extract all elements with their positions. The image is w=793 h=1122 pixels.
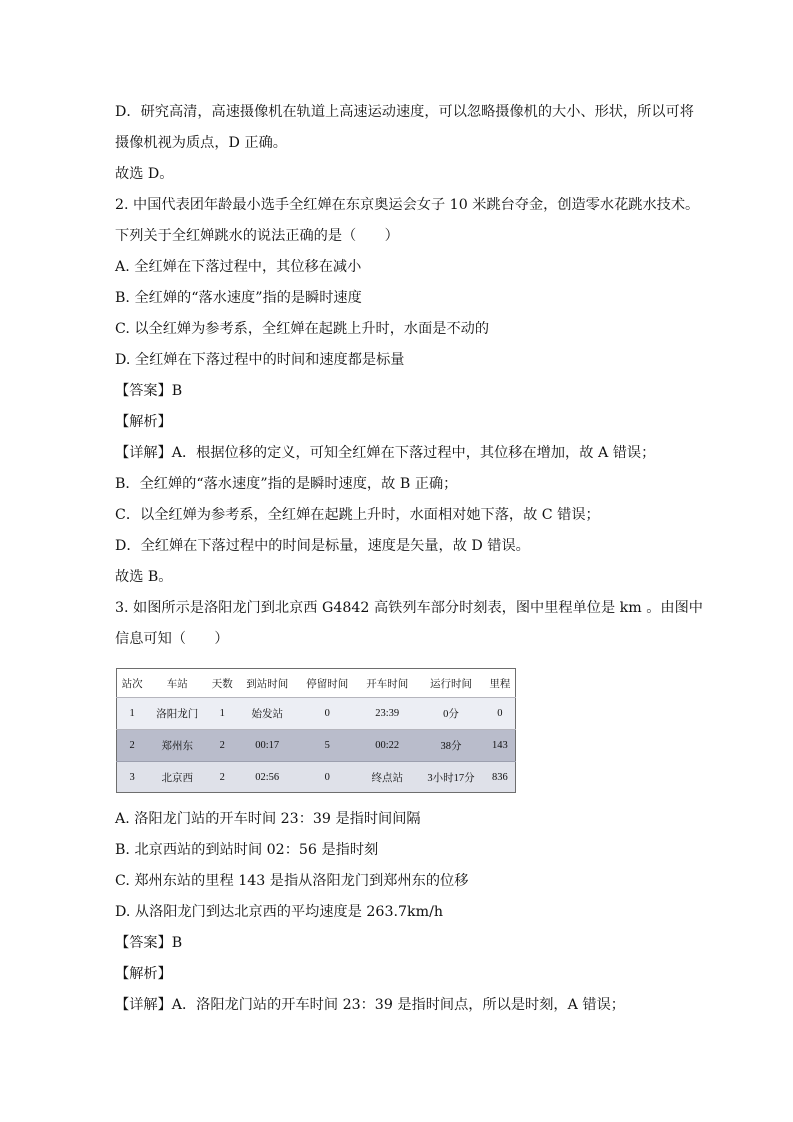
table-cell: 0	[497, 708, 503, 719]
question-2-option-c: C. 以全红婵为参考系，全红婵在起跳上升时，水面是不动的	[115, 321, 490, 337]
table-cell: 2	[219, 771, 225, 783]
table-cell: 02:56	[255, 771, 280, 783]
answer-label: 【答案】B	[115, 383, 183, 399]
question-2-stem: 下列关于全红婵跳水的说法正确的是（ ）	[115, 228, 399, 244]
table-cell: 终点站	[371, 772, 403, 784]
table-header-cell: 开车时间	[366, 678, 409, 690]
table-header-cell: 里程	[489, 678, 511, 690]
table-cell: 郑州东	[161, 741, 193, 752]
table-cell: 3	[129, 771, 135, 783]
table-cell: 2	[129, 740, 135, 751]
question-2-option-b: B. 全红婵的“落水速度”指的是瞬时速度	[115, 290, 362, 306]
table-cell: 0	[324, 771, 330, 783]
text-line: D．研究高清，高速摄像机在轨道上高速运动速度，可以忽略摄像机的大小、形状，所以可将	[115, 104, 694, 120]
table-cell: 1	[219, 708, 225, 719]
explanation-line: C．以全红婵为参考系，全红婵在起跳上升时，水面相对她下落，故 C 错误；	[115, 507, 600, 523]
table-row	[117, 730, 516, 762]
table-cell: 北京西	[161, 772, 193, 784]
table-cell: 1	[129, 708, 135, 719]
table-cell: 3小时17分	[427, 772, 475, 784]
table-header-cell: 停留时间	[306, 678, 349, 690]
question-3-option-c: C. 郑州东站的里程 143 是指从洛阳龙门到郑州东的位移	[115, 873, 469, 889]
analysis-label: 【解析】	[115, 966, 172, 982]
table-cell: 0	[324, 708, 330, 719]
table-cell: 始发站	[251, 709, 283, 720]
table-cell: 38分	[440, 741, 462, 752]
analysis-label: 【解析】	[115, 414, 172, 430]
table-header-cell: 站次	[121, 678, 143, 690]
explanation-line: D．全红婵在下落过程中的时间是标量，速度是矢量，故 D 错误。	[115, 538, 530, 554]
table-row	[117, 698, 516, 730]
table-cell: 0分	[443, 709, 459, 720]
question-2-option-d: D. 全红婵在下落过程中的时间和速度都是标量	[115, 352, 405, 368]
explanation-line: 【详解】A．洛阳龙门站的开车时间 23：39 是指时间点，所以是时刻，A 错误；	[115, 997, 625, 1013]
question-2-option-a: A. 全红婵在下落过程中，其位移在减小	[115, 259, 362, 275]
table-row	[117, 762, 516, 793]
table-header-cell: 到站时间	[246, 678, 289, 690]
text-line: 摄像机视为质点，D 正确。	[115, 135, 287, 151]
explanation-line: 【详解】A．根据位移的定义，可知全红婵在下落过程中，其位移在增加，故 A 错误；	[115, 445, 656, 461]
question-3-stem: 信息可知（ ）	[115, 631, 229, 647]
table-cell: 143	[491, 740, 508, 751]
question-3-option-d: D. 从洛阳龙门到达北京西的平均速度是 263.7km/h	[115, 904, 443, 920]
question-2-stem: 2. 中国代表团年龄最小选手全红婵在东京奥运会女子 10 米跳台夺金，创造零水花跳水技术。	[115, 197, 700, 213]
explanation-line: B．全红婵的“落水速度”指的是瞬时速度，故 B 正确；	[115, 476, 458, 492]
table-cell: 洛阳龙门	[156, 709, 199, 720]
question-3-option-a: A. 洛阳龙门站的开车时间 23：39 是指时间间隔	[115, 811, 421, 827]
table-header-cell: 天数	[211, 678, 233, 690]
table-header-cell: 运行时间	[429, 678, 472, 690]
table-header-cell: 车站	[166, 678, 188, 690]
answer-label: 【答案】B	[115, 935, 183, 951]
text-line: 故选 D。	[115, 166, 174, 182]
conclusion-line: 故选 B。	[115, 569, 173, 585]
table-cell: 00:17	[255, 740, 280, 751]
question-3-stem: 3. 如图所示是洛阳龙门到北京西 G4842 高铁列车部分时刻表，图中里程单位是 km 。由图中	[115, 600, 703, 616]
table-cell: 5	[324, 740, 330, 751]
table-cell: 00:22	[375, 740, 400, 751]
question-3-option-b: B. 北京西站的到站时间 02：56 是指时刻	[115, 842, 379, 858]
table-cell: 836	[491, 771, 508, 783]
table-cell: 23:39	[375, 708, 400, 719]
train-timetable	[116, 668, 516, 793]
table-cell: 2	[219, 740, 225, 751]
table-header-row	[117, 669, 516, 698]
